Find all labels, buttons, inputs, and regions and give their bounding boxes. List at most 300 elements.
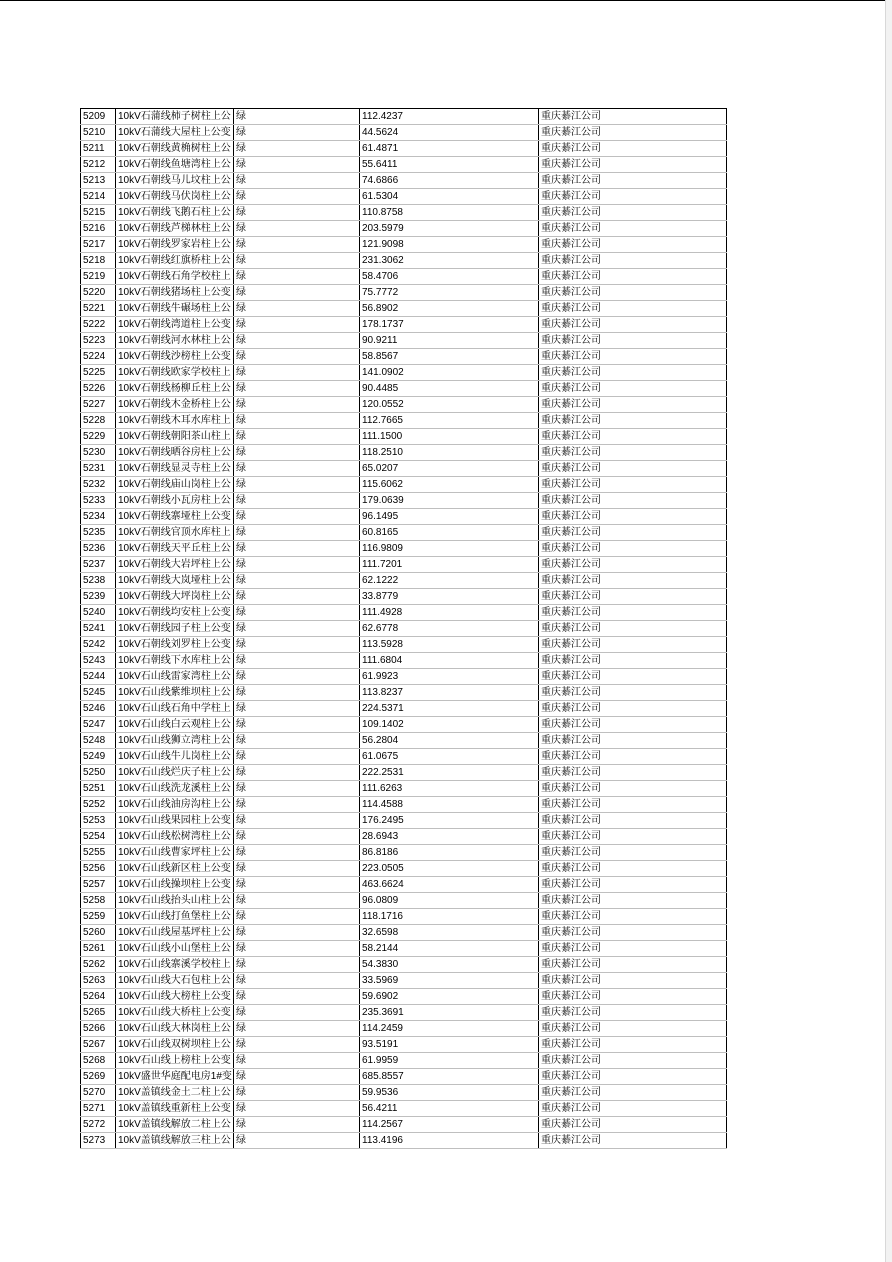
row-number-cell: 5221 <box>81 301 116 317</box>
station-name-cell: 10kV石山线抬头山柱上公 <box>116 893 234 909</box>
row-number-cell: 5246 <box>81 701 116 717</box>
company-cell: 重庆綦江公司 <box>539 653 727 669</box>
company-cell: 重庆綦江公司 <box>539 285 727 301</box>
status-cell: 绿 <box>234 509 360 525</box>
value-cell: 109.1402 <box>360 717 539 733</box>
status-cell: 绿 <box>234 333 360 349</box>
company-cell: 重庆綦江公司 <box>539 477 727 493</box>
status-cell: 绿 <box>234 109 360 125</box>
station-name-cell: 10kV石朝线晒谷房柱上公 <box>116 445 234 461</box>
value-cell: 56.2804 <box>360 733 539 749</box>
company-cell: 重庆綦江公司 <box>539 429 727 445</box>
value-cell: 44.5624 <box>360 125 539 141</box>
status-cell: 绿 <box>234 1101 360 1117</box>
status-cell: 绿 <box>234 173 360 189</box>
value-cell: 114.4588 <box>360 797 539 813</box>
value-cell: 111.1500 <box>360 429 539 445</box>
status-cell: 绿 <box>234 525 360 541</box>
station-name-cell: 10kV石山线屋基坪柱上公 <box>116 925 234 941</box>
station-name-cell: 10kV石朝线木金桥柱上公 <box>116 397 234 413</box>
row-number-cell: 5223 <box>81 333 116 349</box>
value-cell: 111.6263 <box>360 781 539 797</box>
value-cell: 111.4928 <box>360 605 539 621</box>
station-name-cell: 10kV石山线新区柱上公变 <box>116 861 234 877</box>
station-name-cell: 10kV石朝线石角学校柱上 <box>116 269 234 285</box>
table-row <box>81 829 727 845</box>
row-number-cell: 5256 <box>81 861 116 877</box>
status-cell: 绿 <box>234 781 360 797</box>
status-cell: 绿 <box>234 157 360 173</box>
company-cell: 重庆綦江公司 <box>539 109 727 125</box>
status-cell: 绿 <box>234 829 360 845</box>
value-cell: 56.8902 <box>360 301 539 317</box>
value-cell: 32.6598 <box>360 925 539 941</box>
company-cell: 重庆綦江公司 <box>539 1069 727 1085</box>
company-cell: 重庆綦江公司 <box>539 157 727 173</box>
row-number-cell: 5254 <box>81 829 116 845</box>
row-number-cell: 5268 <box>81 1053 116 1069</box>
row-number-cell: 5258 <box>81 893 116 909</box>
row-number-cell: 5257 <box>81 877 116 893</box>
status-cell: 绿 <box>234 349 360 365</box>
status-cell: 绿 <box>234 269 360 285</box>
value-cell: 58.4706 <box>360 269 539 285</box>
table-row <box>81 685 727 701</box>
table-row <box>81 877 727 893</box>
row-number-cell: 5250 <box>81 765 116 781</box>
row-number-cell: 5218 <box>81 253 116 269</box>
company-cell: 重庆綦江公司 <box>539 269 727 285</box>
station-name-cell: 10kV石山线果园柱上公变 <box>116 813 234 829</box>
company-cell: 重庆綦江公司 <box>539 685 727 701</box>
value-cell: 120.0552 <box>360 397 539 413</box>
company-cell: 重庆綦江公司 <box>539 125 727 141</box>
row-number-cell: 5234 <box>81 509 116 525</box>
company-cell: 重庆綦江公司 <box>539 253 727 269</box>
company-cell: 重庆綦江公司 <box>539 829 727 845</box>
row-number-cell: 5269 <box>81 1069 116 1085</box>
company-cell: 重庆綦江公司 <box>539 333 727 349</box>
station-name-cell: 10kV石朝线黄桷树柱上公 <box>116 141 234 157</box>
company-cell: 重庆綦江公司 <box>539 749 727 765</box>
value-cell: 75.7772 <box>360 285 539 301</box>
station-name-cell: 10kV石山线大榜柱上公变 <box>116 989 234 1005</box>
company-cell: 重庆綦江公司 <box>539 1053 727 1069</box>
station-name-cell: 10kV石朝线下水库柱上公 <box>116 653 234 669</box>
row-number-cell: 5264 <box>81 989 116 1005</box>
station-name-cell: 10kV石朝线刘罗柱上公变 <box>116 637 234 653</box>
company-cell: 重庆綦江公司 <box>539 717 727 733</box>
row-number-cell: 5239 <box>81 589 116 605</box>
row-number-cell: 5222 <box>81 317 116 333</box>
status-cell: 绿 <box>234 861 360 877</box>
status-cell: 绿 <box>234 477 360 493</box>
company-cell: 重庆綦江公司 <box>539 1133 727 1149</box>
company-cell: 重庆綦江公司 <box>539 301 727 317</box>
table-row <box>81 957 727 973</box>
station-name-cell: 10kV石山线上榜柱上公变 <box>116 1053 234 1069</box>
row-number-cell: 5229 <box>81 429 116 445</box>
table-row <box>81 141 727 157</box>
row-number-cell: 5241 <box>81 621 116 637</box>
company-cell: 重庆綦江公司 <box>539 941 727 957</box>
table-row <box>81 477 727 493</box>
table-row <box>81 893 727 909</box>
station-name-cell: 10kV石山线打鱼堡柱上公 <box>116 909 234 925</box>
company-cell: 重庆綦江公司 <box>539 509 727 525</box>
station-name-cell: 10kV盖镇线金土二柱上公 <box>116 1085 234 1101</box>
station-name-cell: 10kV石朝线大岚垭柱上公 <box>116 573 234 589</box>
table-row <box>81 541 727 557</box>
company-cell: 重庆綦江公司 <box>539 221 727 237</box>
table-row <box>81 221 727 237</box>
status-cell: 绿 <box>234 381 360 397</box>
table-row <box>81 173 727 189</box>
station-name-cell: 10kV石山线牛儿岗柱上公 <box>116 749 234 765</box>
value-cell: 463.6624 <box>360 877 539 893</box>
table-row <box>81 429 727 445</box>
station-name-cell: 10kV石朝线大坪岗柱上公 <box>116 589 234 605</box>
station-name-cell: 10kV石山线白云观柱上公 <box>116 717 234 733</box>
row-number-cell: 5212 <box>81 157 116 173</box>
table-row <box>81 1005 727 1021</box>
status-cell: 绿 <box>234 813 360 829</box>
station-name-cell: 10kV石山线油房沟柱上公 <box>116 797 234 813</box>
status-cell: 绿 <box>234 717 360 733</box>
company-cell: 重庆綦江公司 <box>539 541 727 557</box>
data-table <box>80 108 727 1149</box>
company-cell: 重庆綦江公司 <box>539 493 727 509</box>
table-row <box>81 621 727 637</box>
status-cell: 绿 <box>234 989 360 1005</box>
table-row <box>81 189 727 205</box>
row-number-cell: 5260 <box>81 925 116 941</box>
station-name-cell: 10kV石山线小山堡柱上公 <box>116 941 234 957</box>
table-row <box>81 1037 727 1053</box>
table-row <box>81 925 727 941</box>
row-number-cell: 5242 <box>81 637 116 653</box>
status-cell: 绿 <box>234 765 360 781</box>
table-row <box>81 301 727 317</box>
status-cell: 绿 <box>234 253 360 269</box>
value-cell: 33.5969 <box>360 973 539 989</box>
status-cell: 绿 <box>234 221 360 237</box>
row-number-cell: 5230 <box>81 445 116 461</box>
table-row <box>81 397 727 413</box>
status-cell: 绿 <box>234 941 360 957</box>
station-name-cell: 10kV盖镇线重新柱上公变 <box>116 1101 234 1117</box>
value-cell: 110.8758 <box>360 205 539 221</box>
page-right-edge <box>885 0 892 1262</box>
value-cell: 178.1737 <box>360 317 539 333</box>
table-row <box>81 797 727 813</box>
value-cell: 113.5928 <box>360 637 539 653</box>
company-cell: 重庆綦江公司 <box>539 397 727 413</box>
value-cell: 86.8186 <box>360 845 539 861</box>
company-cell: 重庆綦江公司 <box>539 877 727 893</box>
station-name-cell: 10kV石朝线天平丘柱上公 <box>116 541 234 557</box>
value-cell: 114.2459 <box>360 1021 539 1037</box>
row-number-cell: 5236 <box>81 541 116 557</box>
status-cell: 绿 <box>234 205 360 221</box>
value-cell: 235.3691 <box>360 1005 539 1021</box>
table-row <box>81 941 727 957</box>
row-number-cell: 5259 <box>81 909 116 925</box>
table-row <box>81 1085 727 1101</box>
company-cell: 重庆綦江公司 <box>539 781 727 797</box>
table-row <box>81 989 727 1005</box>
company-cell: 重庆綦江公司 <box>539 413 727 429</box>
table-row <box>81 349 727 365</box>
value-cell: 111.6804 <box>360 653 539 669</box>
row-number-cell: 5251 <box>81 781 116 797</box>
table-row <box>81 157 727 173</box>
status-cell: 绿 <box>234 1117 360 1133</box>
table-row <box>81 493 727 509</box>
status-cell: 绿 <box>234 909 360 925</box>
station-name-cell: 10kV石朝线湾道柱上公变 <box>116 317 234 333</box>
status-cell: 绿 <box>234 1005 360 1021</box>
table-row <box>81 669 727 685</box>
company-cell: 重庆綦江公司 <box>539 461 727 477</box>
value-cell: 116.9809 <box>360 541 539 557</box>
value-cell: 224.5371 <box>360 701 539 717</box>
status-cell: 绿 <box>234 141 360 157</box>
station-name-cell: 10kV石朝线杨柳丘柱上公 <box>116 381 234 397</box>
company-cell: 重庆綦江公司 <box>539 861 727 877</box>
value-cell: 685.8557 <box>360 1069 539 1085</box>
value-cell: 55.6411 <box>360 157 539 173</box>
company-cell: 重庆綦江公司 <box>539 605 727 621</box>
table-row <box>81 365 727 381</box>
company-cell: 重庆綦江公司 <box>539 845 727 861</box>
company-cell: 重庆綦江公司 <box>539 973 727 989</box>
row-number-cell: 5231 <box>81 461 116 477</box>
station-name-cell: 10kV石朝线红旗桥柱上公 <box>116 253 234 269</box>
status-cell: 绿 <box>234 605 360 621</box>
station-name-cell: 10kV石山线曹家坪柱上公 <box>116 845 234 861</box>
company-cell: 重庆綦江公司 <box>539 189 727 205</box>
station-name-cell: 10kV石朝线沙榜柱上公变 <box>116 349 234 365</box>
status-cell: 绿 <box>234 589 360 605</box>
value-cell: 96.1495 <box>360 509 539 525</box>
row-number-cell: 5265 <box>81 1005 116 1021</box>
value-cell: 114.2567 <box>360 1117 539 1133</box>
value-cell: 222.2531 <box>360 765 539 781</box>
row-number-cell: 5233 <box>81 493 116 509</box>
table-row <box>81 205 727 221</box>
company-cell: 重庆綦江公司 <box>539 173 727 189</box>
status-cell: 绿 <box>234 397 360 413</box>
row-number-cell: 5213 <box>81 173 116 189</box>
value-cell: 61.9923 <box>360 669 539 685</box>
company-cell: 重庆綦江公司 <box>539 381 727 397</box>
table-row <box>81 781 727 797</box>
station-name-cell: 10kV石朝线牛碾场柱上公 <box>116 301 234 317</box>
status-cell: 绿 <box>234 1133 360 1149</box>
station-name-cell: 10kV石朝线大岩坪柱上公 <box>116 557 234 573</box>
status-cell: 绿 <box>234 445 360 461</box>
row-number-cell: 5253 <box>81 813 116 829</box>
status-cell: 绿 <box>234 365 360 381</box>
row-number-cell: 5245 <box>81 685 116 701</box>
page-top-border <box>0 0 892 1</box>
status-cell: 绿 <box>234 845 360 861</box>
company-cell: 重庆綦江公司 <box>539 1037 727 1053</box>
value-cell: 179.0639 <box>360 493 539 509</box>
row-number-cell: 5235 <box>81 525 116 541</box>
station-name-cell: 10kV石朝线官顶水库柱上 <box>116 525 234 541</box>
table-row <box>81 861 727 877</box>
row-number-cell: 5215 <box>81 205 116 221</box>
row-number-cell: 5220 <box>81 285 116 301</box>
station-name-cell: 10kV石山线大林岗柱上公 <box>116 1021 234 1037</box>
table-row <box>81 285 727 301</box>
company-cell: 重庆綦江公司 <box>539 765 727 781</box>
status-cell: 绿 <box>234 573 360 589</box>
company-cell: 重庆綦江公司 <box>539 893 727 909</box>
status-cell: 绿 <box>234 1069 360 1085</box>
table-row <box>81 653 727 669</box>
status-cell: 绿 <box>234 877 360 893</box>
row-number-cell: 5252 <box>81 797 116 813</box>
table-row <box>81 573 727 589</box>
value-cell: 59.6902 <box>360 989 539 1005</box>
company-cell: 重庆綦江公司 <box>539 141 727 157</box>
station-name-cell: 10kV石朝线马儿坟柱上公 <box>116 173 234 189</box>
status-cell: 绿 <box>234 925 360 941</box>
row-number-cell: 5237 <box>81 557 116 573</box>
value-cell: 111.7201 <box>360 557 539 573</box>
company-cell: 重庆綦江公司 <box>539 445 727 461</box>
row-number-cell: 5248 <box>81 733 116 749</box>
company-cell: 重庆綦江公司 <box>539 349 727 365</box>
table-row <box>81 381 727 397</box>
table-row <box>81 605 727 621</box>
table-row <box>81 701 727 717</box>
row-number-cell: 5244 <box>81 669 116 685</box>
row-number-cell: 5232 <box>81 477 116 493</box>
status-cell: 绿 <box>234 557 360 573</box>
row-number-cell: 5263 <box>81 973 116 989</box>
row-number-cell: 5226 <box>81 381 116 397</box>
value-cell: 93.5191 <box>360 1037 539 1053</box>
station-name-cell: 10kV石朝线马伏岗柱上公 <box>116 189 234 205</box>
value-cell: 231.3062 <box>360 253 539 269</box>
station-name-cell: 10kV石蒲线柿子树柱上公 <box>116 109 234 125</box>
value-cell: 118.1716 <box>360 909 539 925</box>
table-row <box>81 237 727 253</box>
row-number-cell: 5225 <box>81 365 116 381</box>
value-cell: 90.4485 <box>360 381 539 397</box>
station-name-cell: 10kV石朝线猪场柱上公变 <box>116 285 234 301</box>
company-cell: 重庆綦江公司 <box>539 557 727 573</box>
table-row <box>81 445 727 461</box>
row-number-cell: 5249 <box>81 749 116 765</box>
value-cell: 141.0902 <box>360 365 539 381</box>
station-name-cell: 10kV石朝线木耳水库柱上 <box>116 413 234 429</box>
station-name-cell: 10kV石山线雷家湾柱上公 <box>116 669 234 685</box>
table-row <box>81 1069 727 1085</box>
value-cell: 58.2144 <box>360 941 539 957</box>
row-number-cell: 5224 <box>81 349 116 365</box>
station-name-cell: 10kV石朝线朝阳茶山柱上 <box>116 429 234 445</box>
row-number-cell: 5219 <box>81 269 116 285</box>
value-cell: 121.9098 <box>360 237 539 253</box>
value-cell: 62.6778 <box>360 621 539 637</box>
value-cell: 203.5979 <box>360 221 539 237</box>
value-cell: 176.2495 <box>360 813 539 829</box>
company-cell: 重庆綦江公司 <box>539 989 727 1005</box>
company-cell: 重庆綦江公司 <box>539 925 727 941</box>
company-cell: 重庆綦江公司 <box>539 1005 727 1021</box>
station-name-cell: 10kV石山线洗龙溪柱上公 <box>116 781 234 797</box>
company-cell: 重庆綦江公司 <box>539 733 727 749</box>
status-cell: 绿 <box>234 317 360 333</box>
station-name-cell: 10kV石山线松树湾柱上公 <box>116 829 234 845</box>
row-number-cell: 5266 <box>81 1021 116 1037</box>
company-cell: 重庆綦江公司 <box>539 701 727 717</box>
status-cell: 绿 <box>234 1021 360 1037</box>
table-row <box>81 461 727 477</box>
row-number-cell: 5247 <box>81 717 116 733</box>
station-name-cell: 10kV石山线狮立湾柱上公 <box>116 733 234 749</box>
value-cell: 56.4211 <box>360 1101 539 1117</box>
station-name-cell: 10kV石朝线显灵寺柱上公 <box>116 461 234 477</box>
status-cell: 绿 <box>234 125 360 141</box>
company-cell: 重庆綦江公司 <box>539 237 727 253</box>
row-number-cell: 5273 <box>81 1133 116 1149</box>
value-cell: 33.8779 <box>360 589 539 605</box>
company-cell: 重庆綦江公司 <box>539 1085 727 1101</box>
row-number-cell: 5243 <box>81 653 116 669</box>
status-cell: 绿 <box>234 1037 360 1053</box>
station-name-cell: 10kV盛世华庭配电房1#变 <box>116 1069 234 1085</box>
row-number-cell: 5261 <box>81 941 116 957</box>
table-row <box>81 317 727 333</box>
station-name-cell: 10kV石山线石角中学柱上 <box>116 701 234 717</box>
station-name-cell: 10kV石山线双树坝柱上公 <box>116 1037 234 1053</box>
status-cell: 绿 <box>234 1085 360 1101</box>
status-cell: 绿 <box>234 637 360 653</box>
row-number-cell: 5214 <box>81 189 116 205</box>
station-name-cell: 10kV石山线紫维坝柱上公 <box>116 685 234 701</box>
row-number-cell: 5209 <box>81 109 116 125</box>
row-number-cell: 5228 <box>81 413 116 429</box>
company-cell: 重庆綦江公司 <box>539 957 727 973</box>
status-cell: 绿 <box>234 461 360 477</box>
table-row <box>81 749 727 765</box>
station-name-cell: 10kV石山线烂庆子柱上公 <box>116 765 234 781</box>
row-number-cell: 5216 <box>81 221 116 237</box>
company-cell: 重庆綦江公司 <box>539 205 727 221</box>
row-number-cell: 5255 <box>81 845 116 861</box>
status-cell: 绿 <box>234 701 360 717</box>
status-cell: 绿 <box>234 973 360 989</box>
status-cell: 绿 <box>234 429 360 445</box>
status-cell: 绿 <box>234 493 360 509</box>
company-cell: 重庆綦江公司 <box>539 317 727 333</box>
table-row <box>81 557 727 573</box>
station-name-cell: 10kV石朝线欧家学校柱上 <box>116 365 234 381</box>
table-row <box>81 845 727 861</box>
station-name-cell: 10kV石朝线小瓦房柱上公 <box>116 493 234 509</box>
row-number-cell: 5267 <box>81 1037 116 1053</box>
status-cell: 绿 <box>234 669 360 685</box>
value-cell: 96.0809 <box>360 893 539 909</box>
row-number-cell: 5227 <box>81 397 116 413</box>
table-row <box>81 269 727 285</box>
